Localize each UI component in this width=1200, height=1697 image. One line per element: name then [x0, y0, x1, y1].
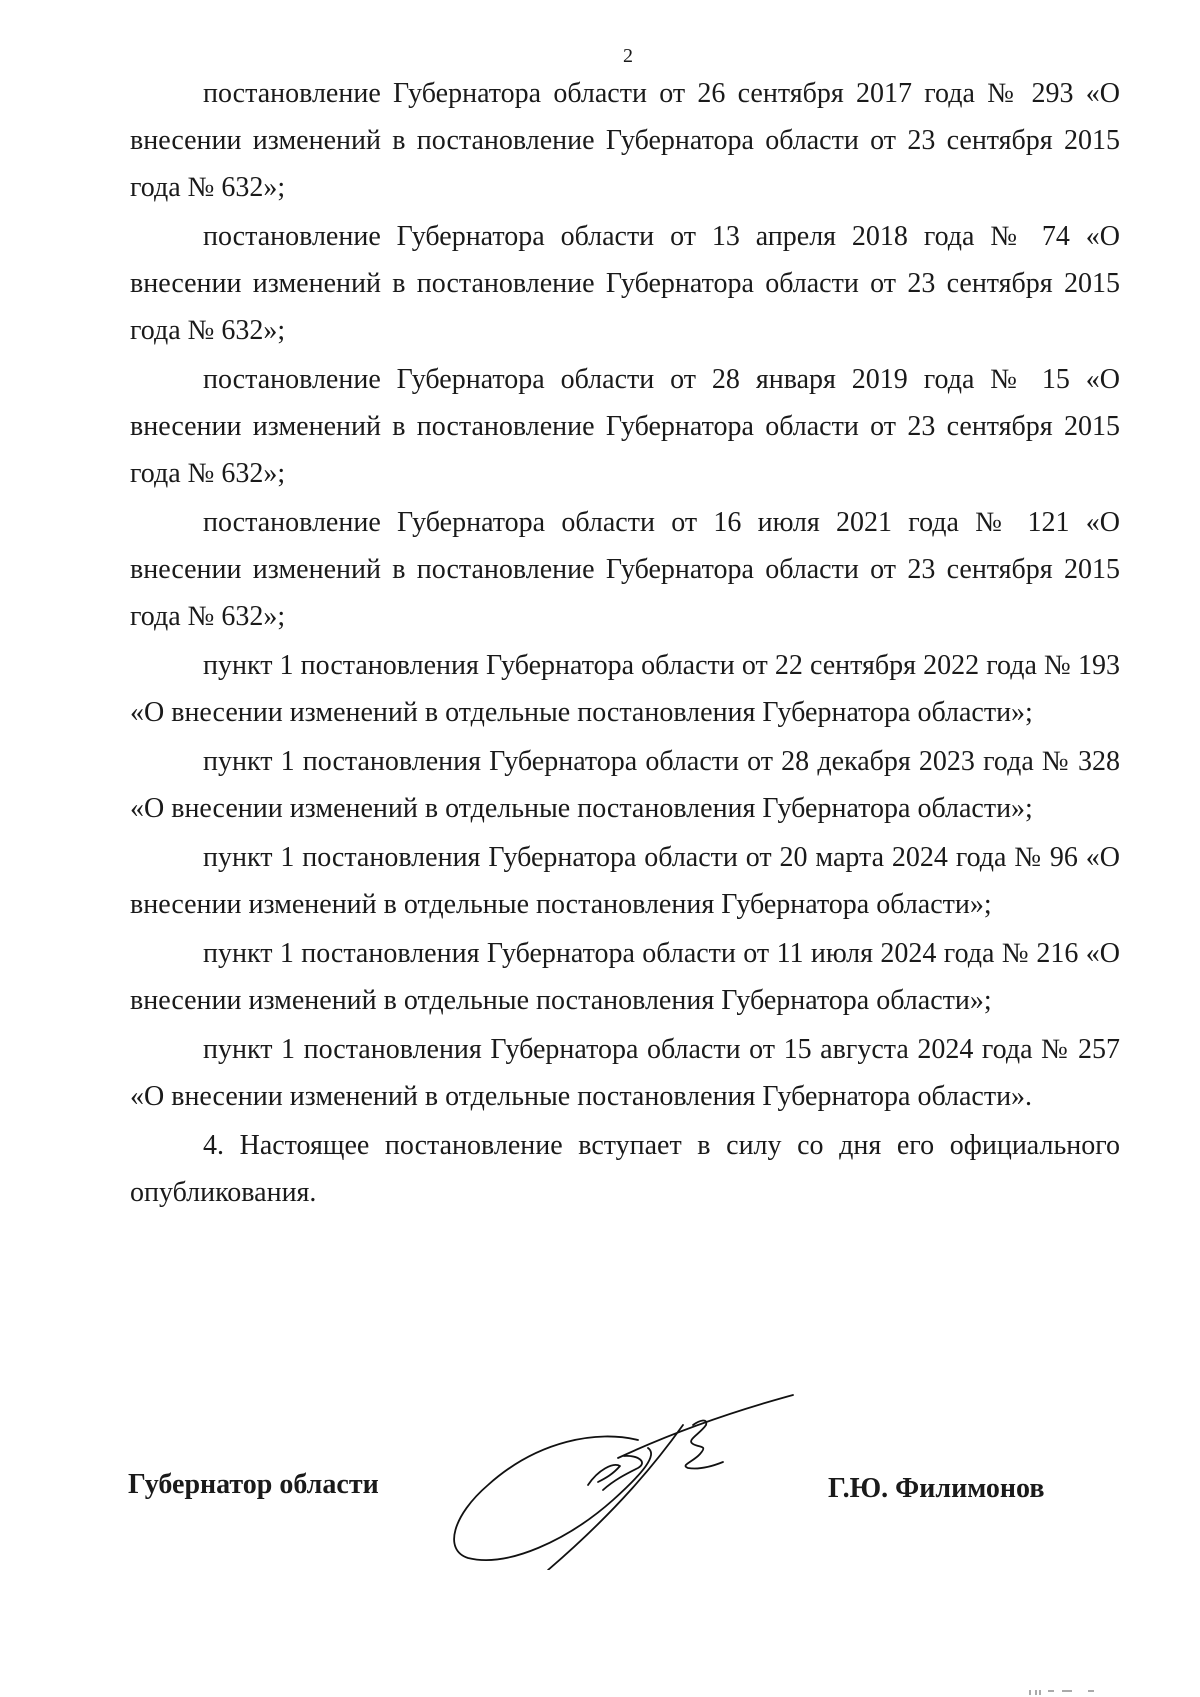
- position-title: Губернатор области: [128, 1469, 379, 1500]
- paragraph-item-2022: пункт 1 постановления Губернатора области от 22 сентября 2022 года № 193 «О внесении изменений в отдельные постановления Губернатора области»;: [130, 650, 1120, 728]
- paragraph-item-2024-july: пункт 1 постановления Губернатора области от 11 июля 2024 года № 216 «О внесении изменений в отдельные постановления Губернатора области»;: [130, 938, 1120, 1016]
- paragraph-item-2024-march: пункт 1 постановления Губернатора области от 20 марта 2024 года № 96 «О внесении изменений в отдельные постановления Губернатора области»;: [130, 842, 1120, 920]
- paragraph-amendment-2019: постановление Губернатора области от 28 января 2019 года № 15 «О внесении изменений в постановление Губернатора области от 23 сентября 2015 года № 632»;: [130, 364, 1120, 489]
- paragraph-amendment-2018: постановление Губернатора области от 13 апреля 2018 года № 74 «О внесении изменений в постановление Губернатора области от 23 сентября 2015 года № 632»;: [130, 221, 1120, 346]
- paragraph-entry-into-force: 4. Настоящее постановление вступает в силу со дня его официального опубликования.: [130, 1130, 1120, 1208]
- paragraph-amendment-2017: постановление Губернатора области от 26 сентября 2017 года № 293 «О внесении изменений в постановление Губернатора области от 23 сентября 2015 года № 632»;: [130, 78, 1120, 203]
- scan-artifact-mark: [1028, 1689, 1108, 1695]
- document-body: [130, 70, 1120, 1218]
- paragraph-amendment-2021: постановление Губернатора области от 16 июля 2021 года № 121 «О внесении изменений в постановление Губернатора области от 23 сентября 2015 года № 632»;: [130, 507, 1120, 632]
- signer-name: Г.Ю. Филимонов: [828, 1473, 1045, 1504]
- page-number: 2: [623, 45, 633, 67]
- paragraph-item-2024-august: пункт 1 постановления Губернатора области от 15 августа 2024 года № 257 «О внесении изменений в отдельные постановления Губернатора области».: [130, 1034, 1120, 1112]
- paragraph-item-2023: пункт 1 постановления Губернатора области от 28 декабря 2023 года № 328 «О внесении изменений в отдельные постановления Губернатора области»;: [130, 746, 1120, 824]
- signature-row: [0, 1465, 1200, 1505]
